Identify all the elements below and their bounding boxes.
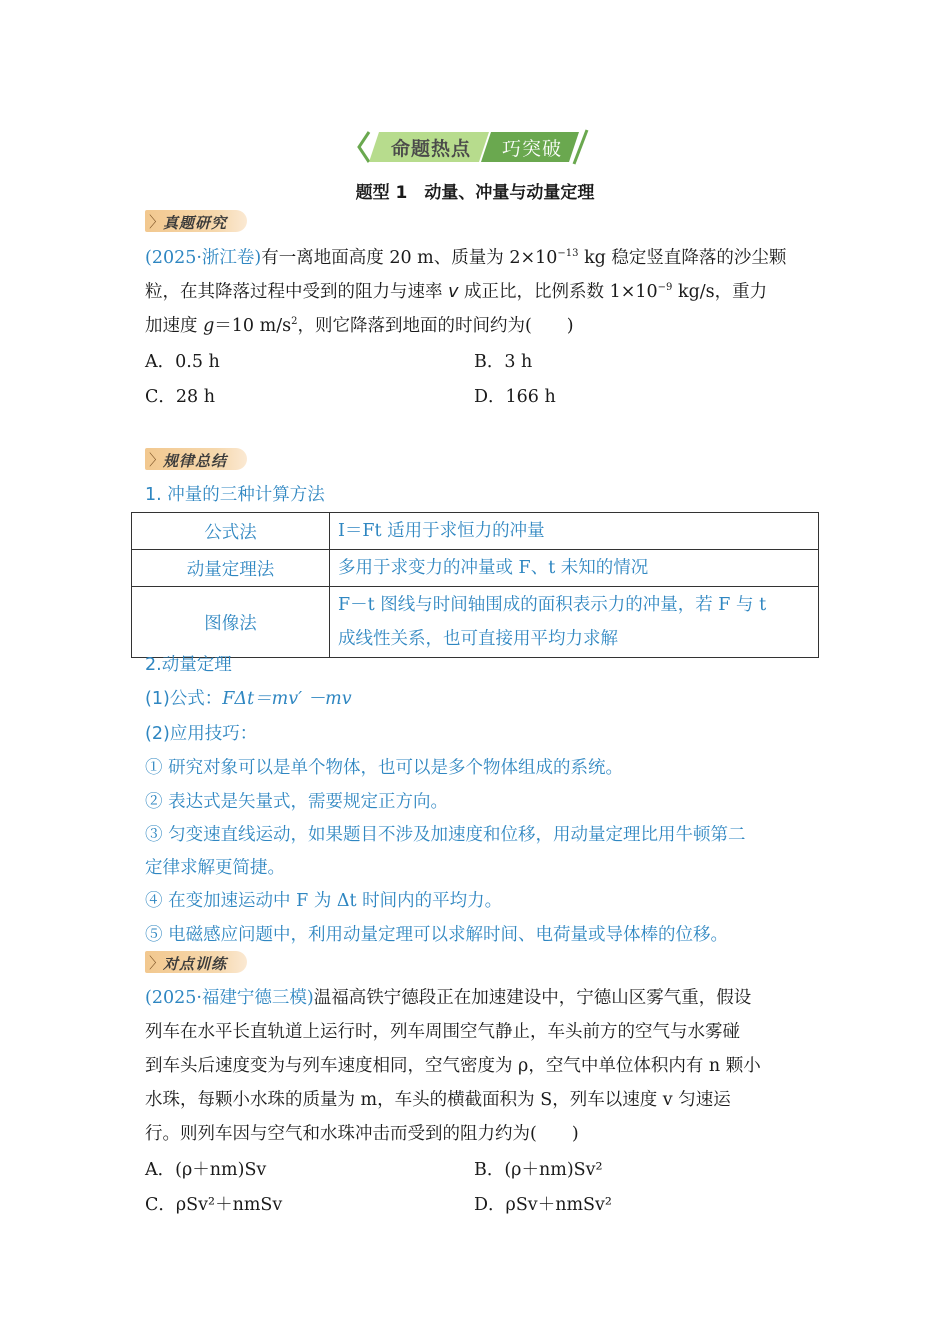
method-desc: 多用于求变力的冲量或 F、t 未知的情况	[330, 550, 819, 587]
method-name: 公式法	[132, 513, 330, 550]
q1-line-2: 粒，在其降落过程中受到的阻力与速率 v 成正比，比例系数 $1\times 10^{-9}$ kg/s，重力	[145, 282, 768, 302]
summary-title-1: 1. 冲量的三种计算方法	[145, 485, 325, 505]
q2-line-3: 到车头后速度变为与列车速度相同，空气密度为 ρ，空气中单位体积内有 n 颗小	[145, 1056, 761, 1076]
skill-2: ② 表达式是矢量式，需要规定正方向。	[145, 792, 449, 812]
q2-option-b: B．(ρ＋nm)Sv²	[474, 1160, 603, 1180]
method-desc: F－t 图线与时间轴围成的面积表示力的冲量，若 F 与 t 成线性关系，也可直接用平均力求解	[330, 587, 819, 658]
formula-line: (1)公式：FΔt＝mv′ －mv	[145, 689, 352, 709]
skill-1: ① 研究对象可以是单个物体，也可以是多个物体组成的系统。	[145, 758, 624, 778]
section-banner	[355, 128, 595, 166]
q1-line-3: 加速度 g＝10 $m/s^2$，则它降落到地面的时间约为( )	[145, 316, 574, 336]
q2-line-4: 水珠，每颗小水珠的质量为 m，车头的横截面积为 S，列车以速度 v 匀速运	[145, 1090, 731, 1110]
q1-option-d: D．166 h	[474, 387, 556, 407]
tag-practice-label: 对点训练	[163, 955, 228, 973]
tag-study-label: 真题研究	[163, 214, 228, 232]
q2-line-2: 列车在水平长直轨道上运行时，列车周围空气静止，车头前方的空气与水雾碰	[145, 1022, 740, 1042]
skill-4: ④ 在变加速运动中 F 为 Δt 时间内的平均力。	[145, 891, 503, 911]
skill-3b: 定律求解更简捷。	[145, 858, 285, 878]
tag-study	[145, 210, 247, 232]
table-row	[132, 550, 819, 587]
q1-option-a: A．0.5 h	[145, 352, 220, 372]
q2-source: (2025·福建宁德三模)	[145, 988, 314, 1008]
section-heading: 题型 1 动量、冲量与动量定理	[355, 183, 595, 203]
chevron-right-icon: 〉	[149, 954, 165, 972]
q2-option-a: A．(ρ＋nm)Sv	[145, 1160, 267, 1180]
methods-table	[131, 512, 819, 658]
momentum-formula: FΔt＝mv′ －mv	[222, 689, 352, 709]
chevron-right-icon: 〉	[149, 451, 165, 469]
skill-5: ⑤ 电磁感应问题中，利用动量定理可以求解时间、电荷量或导体棒的位移。	[145, 925, 729, 945]
banner-left-text: 命题热点	[390, 138, 471, 160]
q1-option-b: B．3 h	[474, 352, 533, 372]
tag-summary	[145, 448, 247, 470]
tag-summary-label: 规律总结	[163, 452, 228, 470]
method-name: 动量定理法	[132, 550, 330, 587]
skill-3a: ③ 匀变速直线运动，如果题目不涉及加速度和位移，用动量定理比用牛顿第二	[145, 825, 746, 845]
chevron-right-icon: 〉	[149, 213, 165, 231]
method-name: 图像法	[132, 587, 330, 658]
q2-option-d: D．ρSv＋nmSv²	[474, 1195, 612, 1215]
banner-right-text: 巧突破	[501, 138, 562, 160]
table-row	[132, 587, 819, 658]
q1-source: (2025·浙江卷)	[145, 248, 262, 268]
summary-title-2: 2.动量定理	[145, 655, 232, 675]
q2-option-c: C．ρSv²＋nmSv	[145, 1195, 283, 1215]
q1-option-c: C．28 h	[145, 387, 215, 407]
q1-line-1: (2025·浙江卷)有一离地面高度 20 m、质量为 $2\times 10^{-13}$ kg 稳定竖直降落的沙尘颗	[145, 248, 787, 268]
tag-practice	[145, 951, 247, 973]
table-row	[132, 513, 819, 550]
skills-label: (2)应用技巧：	[145, 724, 258, 744]
q2-line-5: 行。则列车因与空气和水珠冲击而受到的阻力约为( )	[145, 1124, 579, 1144]
method-desc: I＝Ft 适用于求恒力的冲量	[330, 513, 819, 550]
q2-line-1: (2025·福建宁德三模)温福高铁宁德段正在加速建设中，宁德山区雾气重，假设	[145, 988, 752, 1008]
